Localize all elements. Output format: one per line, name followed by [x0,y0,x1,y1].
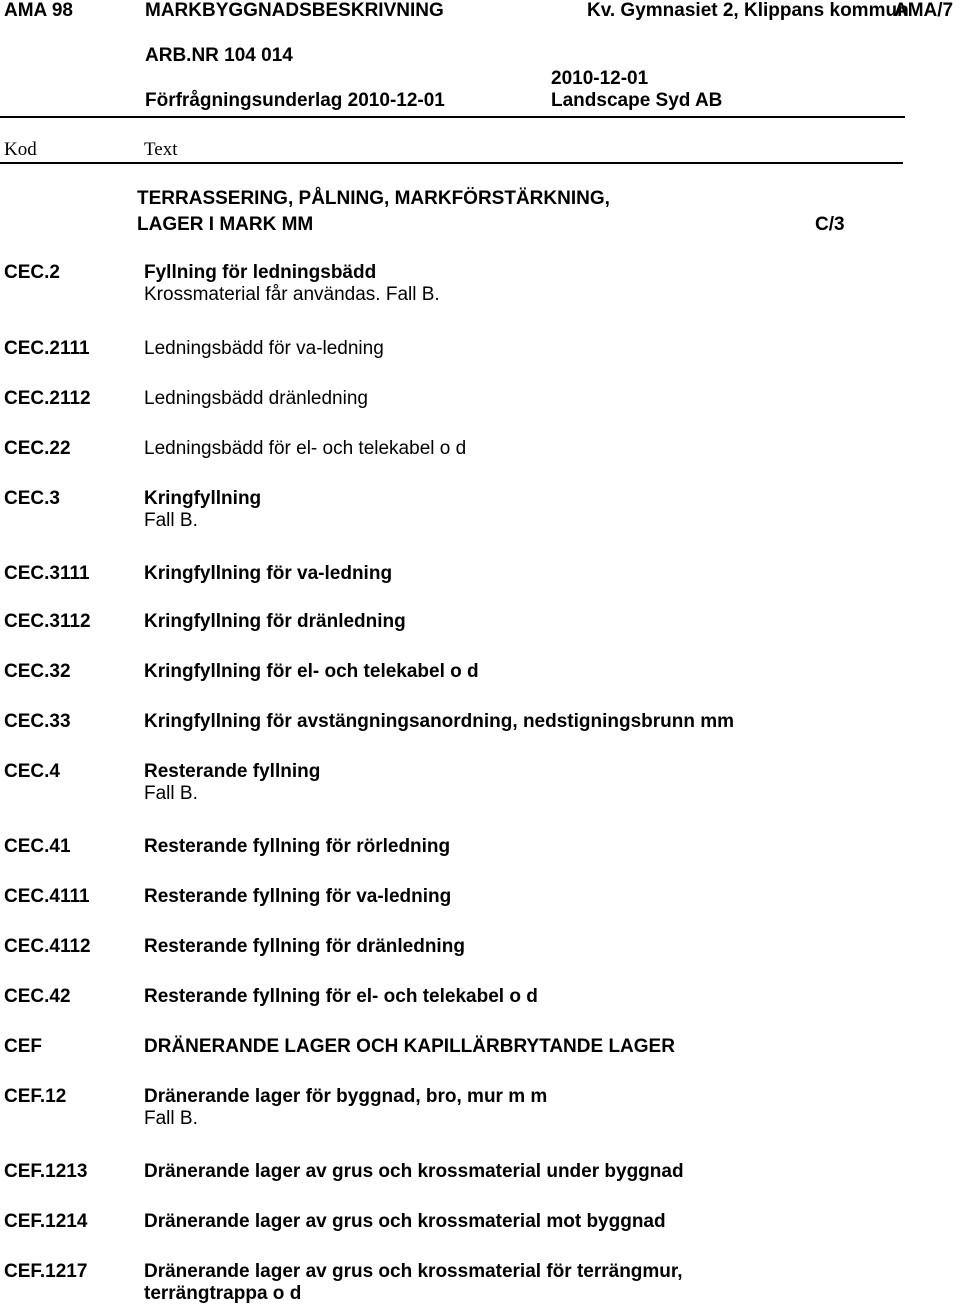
row-code: CEF.1217 [4,1261,88,1282]
row-text [144,611,406,633]
doc-date: 2010-12-01 [551,68,649,89]
row-title: DRÄNERANDE LAGER OCH KAPILLÄRBRYTANDE LAGER [144,1036,675,1057]
row-text [144,338,384,360]
row-note: Fall B. [144,1108,198,1129]
row-code: CEC.3111 [4,563,90,584]
page-number: AMA/7 [894,0,954,21]
arb-nr: ARB.NR 104 014 [145,45,293,66]
row-code: CEF.1213 [4,1161,88,1182]
row-code: CEC.4111 [4,886,90,907]
row-code: CEC.3112 [4,611,91,632]
project-name: Kv. Gymnasiet 2, Klippans kommun [587,0,909,21]
row-code: CEC.42 [4,986,71,1007]
row-text [144,1261,683,1305]
row-text [144,488,261,532]
row-note: Fall B. [144,783,198,804]
row-title: Ledningsbädd för el- och telekabel o d [144,438,467,459]
row-text [144,1086,547,1130]
row-title: Resterande fyllning [144,761,321,782]
row-code: CEC.3 [4,488,60,509]
row-text [144,388,368,410]
row-text [144,761,320,805]
section-ref: C/3 [815,214,845,235]
row-title: Dränerande lager för byggnad, bro, mur m m [144,1086,548,1107]
header-divider [0,116,905,118]
doc-type: MARKBYGGNADSBESKRIVNING [145,0,444,21]
row-title: Resterande fyllning för rörledning [144,836,451,857]
row-code: CEC.2 [4,262,60,283]
row-title: Resterande fyllning för dränledning [144,936,465,957]
column-text: Text [144,139,178,160]
row-title: Ledningsbädd för va-ledning [144,338,384,359]
row-text [144,563,392,585]
row-title: Fyllning för ledningsbädd [144,262,377,283]
row-code: CEC.2112 [4,388,91,409]
row-text [144,262,440,306]
row-title: Kringfyllning [144,488,262,509]
row-title: Kringfyllning för el- och telekabel o d [144,661,479,682]
row-code: CEF.1214 [4,1211,88,1232]
row-text [144,1161,684,1183]
row-code: CEC.2111 [4,338,90,359]
company-name: Landscape Syd AB [551,90,723,111]
row-code: CEC.4112 [4,936,91,957]
row-text [144,711,734,733]
row-text [144,1036,675,1058]
ff-label: Förfrågningsunderlag 2010-12-01 [145,90,445,111]
row-code: CEF.12 [4,1086,67,1107]
row-text [144,438,466,460]
column-divider [0,162,903,164]
row-title: Ledningsbädd dränledning [144,388,368,409]
row-title: Kringfyllning för dränledning [144,611,406,632]
row-title: Dränerande lager av grus och krossmaterial för terrängmur, [144,1261,683,1282]
row-title: Resterande fyllning för va-ledning [144,886,452,907]
row-text [144,661,479,683]
row-text [144,836,450,858]
row-note: terrängtrappa o d [144,1283,302,1304]
row-title: Resterande fyllning för el- och telekabel o d [144,986,538,1007]
row-note: Fall B. [144,510,198,531]
row-code: CEC.33 [4,711,71,732]
row-code: CEC.32 [4,661,71,682]
row-note: Krossmaterial får användas. Fall B. [144,284,440,305]
row-text [144,986,538,1008]
row-text [144,886,451,908]
ama-label: AMA 98 [4,0,73,21]
section-title-line2: LAGER I MARK MM [137,214,314,235]
row-code: CEF [4,1036,42,1057]
row-title: Kringfyllning för va-ledning [144,563,393,584]
column-kod: Kod [4,139,37,160]
row-code: CEC.41 [4,836,71,857]
row-text [144,1211,666,1233]
section-title-line1: TERRASSERING, PÅLNING, MARKFÖRSTÄRKNING, [137,188,610,209]
row-code: CEC.22 [4,438,71,459]
row-title: Dränerande lager av grus och krossmaterial mot byggnad [144,1211,666,1232]
row-title: Kringfyllning för avstängningsanordning, nedstigningsbrunn mm [144,711,735,732]
row-text [144,936,465,958]
row-title: Dränerande lager av grus och krossmaterial under byggnad [144,1161,684,1182]
row-code: CEC.4 [4,761,60,782]
